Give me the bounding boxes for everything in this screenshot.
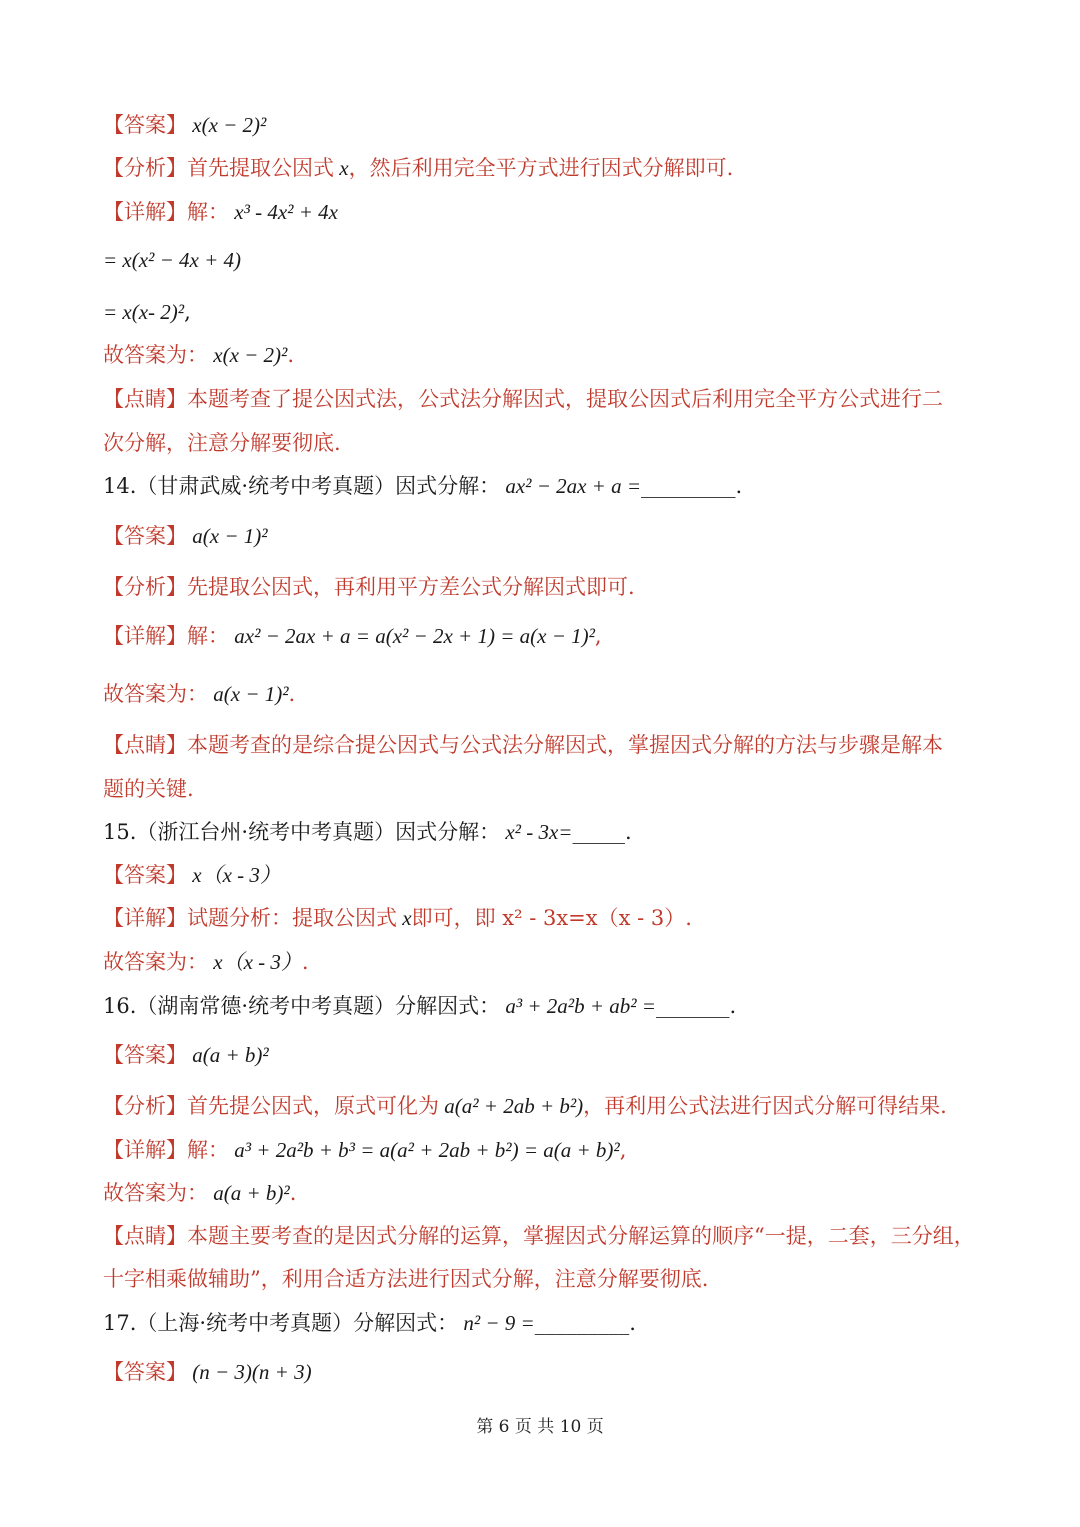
math-expression: x xyxy=(334,156,349,180)
line-tail: , xyxy=(619,1138,627,1162)
line-text: 故答案为： xyxy=(103,682,208,706)
answer-blank: _________. xyxy=(641,474,743,498)
line-tail: ，然后利用完全平方式进行因式分解即可. xyxy=(348,156,734,180)
section-label: 【答案】 xyxy=(103,1043,187,1067)
section-label: 【答案】 xyxy=(103,863,187,887)
math-expression: x xyxy=(397,906,412,930)
math-expression: a(x − 1)² xyxy=(187,524,268,548)
text-line xyxy=(103,340,294,370)
line-text: 首先提公因式，原式可化为 xyxy=(187,1094,439,1118)
text-line xyxy=(103,384,943,414)
math-expression: a(a + b)² xyxy=(208,1181,290,1205)
math-expression: x³ - 4x² + 4x xyxy=(229,200,338,224)
section-label: 【点睛】 xyxy=(103,387,187,411)
math-expression: x(x − 2)² xyxy=(208,343,288,367)
text-line xyxy=(103,679,295,709)
math-expression: = x(x² − 4x + 4) xyxy=(103,248,242,272)
line-text: 十字相乘做辅助”，利用合适方法进行因式分解，注意分解要彻底. xyxy=(103,1267,709,1291)
line-text: 16.（湖南常德·统考中考真题）分解因式： xyxy=(103,994,501,1018)
math-expression: a(a + b)² xyxy=(187,1043,269,1067)
text-line xyxy=(103,903,692,933)
text-line xyxy=(103,730,943,760)
question-line xyxy=(103,1308,636,1338)
line-tail: , xyxy=(184,300,191,324)
math-expression: ax² − 2ax + a = a(x² − 2x + 1) = a(x − 1)² xyxy=(229,624,595,648)
math-expression: x（x - 3） xyxy=(187,863,281,887)
math-expression: x² - 3x= xyxy=(500,820,573,844)
line-tail: . xyxy=(289,1181,297,1205)
text-line xyxy=(103,428,341,458)
math-expression: a(x − 1)² xyxy=(208,682,289,706)
line-tail: . xyxy=(301,950,309,974)
line-tail: . xyxy=(287,343,295,367)
text-line xyxy=(103,1264,708,1294)
text-line xyxy=(103,860,281,890)
text-line xyxy=(103,110,266,140)
section-label: 【点睛】 xyxy=(103,733,187,757)
line-text: 14.（甘肃武威·统考中考真题）因式分解： xyxy=(103,474,501,498)
math-expression: x(x − 2)² xyxy=(187,113,267,137)
section-label: 【详解】 xyxy=(103,906,187,930)
math-expression: a(a² + 2ab + b²) xyxy=(439,1094,584,1118)
line-text: 题的关键. xyxy=(103,777,194,801)
text-line xyxy=(103,774,194,804)
section-label: 【分析】 xyxy=(103,1094,187,1118)
math-expression: n² − 9 = xyxy=(458,1311,535,1335)
line-text: 本题考查的是综合提公因式与公式法分解因式，掌握因式分解的方法与步骤是解本 xyxy=(187,733,943,757)
text-line xyxy=(103,153,733,183)
section-label: 【分析】 xyxy=(103,156,187,180)
line-tail: , xyxy=(594,624,602,648)
line-text: 试题分析：提取公因式 xyxy=(187,906,397,930)
text-line xyxy=(103,1091,947,1121)
section-label: 【答案】 xyxy=(103,113,187,137)
line-tail: ，再利用公式法进行因式分解可得结果. xyxy=(583,1094,947,1118)
text-line xyxy=(103,1040,269,1070)
section-label: 【详解】 xyxy=(103,1138,187,1162)
line-text: 故答案为： xyxy=(103,950,208,974)
text-line xyxy=(103,572,635,602)
math-expression: = x(x- 2)² xyxy=(103,300,185,324)
line-text: 次分解，注意分解要彻底. xyxy=(103,431,341,455)
line-text: 15.（浙江台州·统考中考真题）因式分解： xyxy=(103,820,501,844)
math-expression: a³ + 2a²b + ab² = xyxy=(500,994,656,1018)
line-text: 解： xyxy=(187,1138,229,1162)
line-tail: . xyxy=(288,682,296,706)
line-text: 解： xyxy=(187,624,229,648)
section-label: 【详解】 xyxy=(103,200,187,224)
question-line xyxy=(103,817,632,847)
line-text: 本题考查了提公因式法，公式法分解因式，提取公因式后利用完全平方公式进行二 xyxy=(187,387,943,411)
text-line xyxy=(103,947,309,977)
math-expression: x（x - 3） xyxy=(208,950,302,974)
answer-blank: _________. xyxy=(534,1311,636,1335)
text-line xyxy=(103,1221,975,1251)
text-line xyxy=(103,621,602,651)
math-expression: ax² − 2ax + a = xyxy=(500,474,642,498)
section-label: 【答案】 xyxy=(103,1360,187,1384)
math-expression: a³ + 2a²b + b³ = a(a² + 2ab + b²) = a(a + b)² xyxy=(229,1138,620,1162)
section-label: 【详解】 xyxy=(103,624,187,648)
line-text: 17.（上海·统考中考真题）分解因式： xyxy=(103,1311,459,1335)
question-line xyxy=(103,471,742,501)
math-expression: (n − 3)(n + 3) xyxy=(187,1360,312,1384)
text-line xyxy=(103,1357,312,1387)
text-line xyxy=(103,521,268,551)
section-label: 【分析】 xyxy=(103,575,187,599)
answer-blank: _____. xyxy=(572,820,632,844)
line-text: 本题主要考查的是因式分解的运算，掌握因式分解运算的顺序“一提，二套，三分组， xyxy=(187,1224,975,1248)
text-line xyxy=(103,245,241,275)
answer-blank: _______. xyxy=(655,994,737,1018)
text-line xyxy=(103,1135,626,1165)
question-line xyxy=(103,991,736,1021)
line-text: 故答案为： xyxy=(103,343,208,367)
section-label: 【答案】 xyxy=(103,524,187,548)
line-text: 解： xyxy=(187,200,229,224)
line-text: 故答案为： xyxy=(103,1181,208,1205)
line-tail: 即可，即 x² - 3x=x（x - 3）. xyxy=(411,906,692,930)
section-label: 【点睛】 xyxy=(103,1224,187,1248)
line-text: 先提取公因式，再利用平方差公式分解因式即可. xyxy=(187,575,635,599)
page-footer: 第 6 页 共 10 页 xyxy=(476,1417,604,1437)
text-line xyxy=(103,197,338,227)
text-line xyxy=(103,297,191,327)
line-text: 首先提取公因式 xyxy=(187,156,334,180)
text-line xyxy=(103,1178,296,1208)
